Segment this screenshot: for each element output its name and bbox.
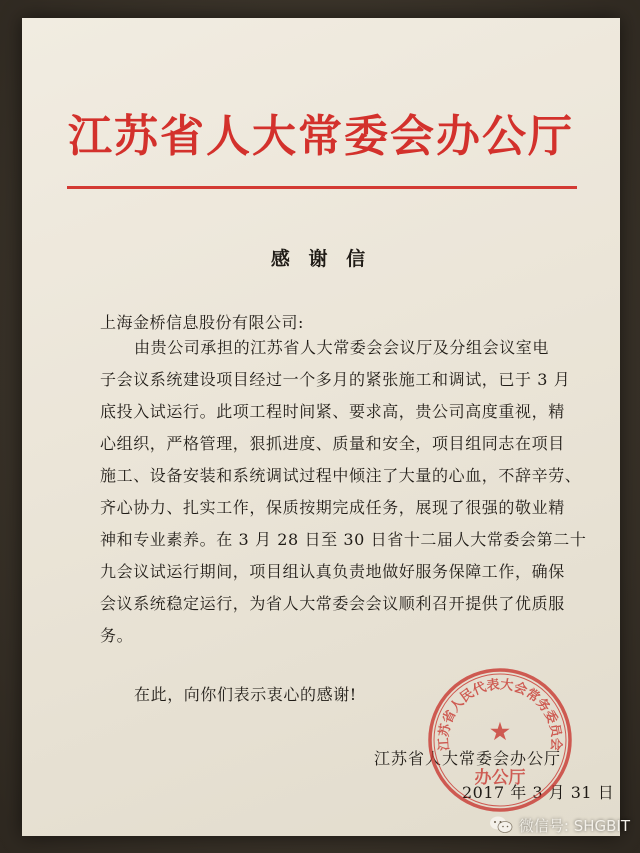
- body-line: 神和专业素养。在 3 月 28 日至 30 日省十二届人大常委会第二十: [100, 530, 587, 549]
- body-line: 心组织，严格管理，狠抓进度、质量和安全，项目组同志在项目: [100, 434, 565, 453]
- letter-body: [100, 332, 620, 652]
- salutation: 上海金桥信息股份有限公司:: [100, 313, 304, 332]
- letterhead-divider: [67, 186, 577, 189]
- document-title: 感 谢 信: [270, 248, 372, 270]
- body-line: 由贵公司承担的江苏省人大常委会会议厅及分组会议室电: [134, 338, 550, 357]
- body-line: 底投入试运行。此项工程时间紧、要求高，贵公司高度重视，精: [100, 402, 565, 421]
- wechat-icon: [489, 815, 513, 835]
- body-line: 子会议系统建设项目经过一个多月的紧张施工和调试，已于 3 月: [100, 370, 571, 389]
- body-line: 齐心协力、扎实工作，保质按期完成任务，展现了很强的敬业精: [100, 498, 565, 517]
- signature-organization: 江苏省人大常委会办公厅: [374, 749, 562, 768]
- svg-text:江苏省人民代表大会常务委员会: 江苏省人民代表大会常务委员会: [436, 677, 564, 752]
- body-line: 会议系统稳定运行，为省人大常委会会议顺利召开提供了优质服: [100, 594, 565, 613]
- official-seal-stamp: [425, 665, 575, 815]
- body-line: 施工、设备安装和系统调试过程中倾注了大量的心血，不辞辛劳、: [100, 466, 582, 485]
- body-line: 务。: [100, 626, 134, 645]
- signature-date: 2017 年 3 月 31 日: [462, 783, 615, 802]
- svg-text:办公厅: 办公厅: [474, 768, 526, 788]
- watermark-text: 微信号: SHGBIT: [518, 816, 630, 835]
- letterhead-title: 江苏省人大常委会办公厅: [68, 111, 574, 162]
- svg-text:★: ★: [490, 719, 510, 745]
- closing-remark: 在此，向你们表示衷心的感谢!: [134, 685, 357, 704]
- body-line: 九会议试运行期间，项目组认真负责地做好服务保障工作，确保: [100, 562, 565, 581]
- wechat-watermark: [489, 812, 630, 838]
